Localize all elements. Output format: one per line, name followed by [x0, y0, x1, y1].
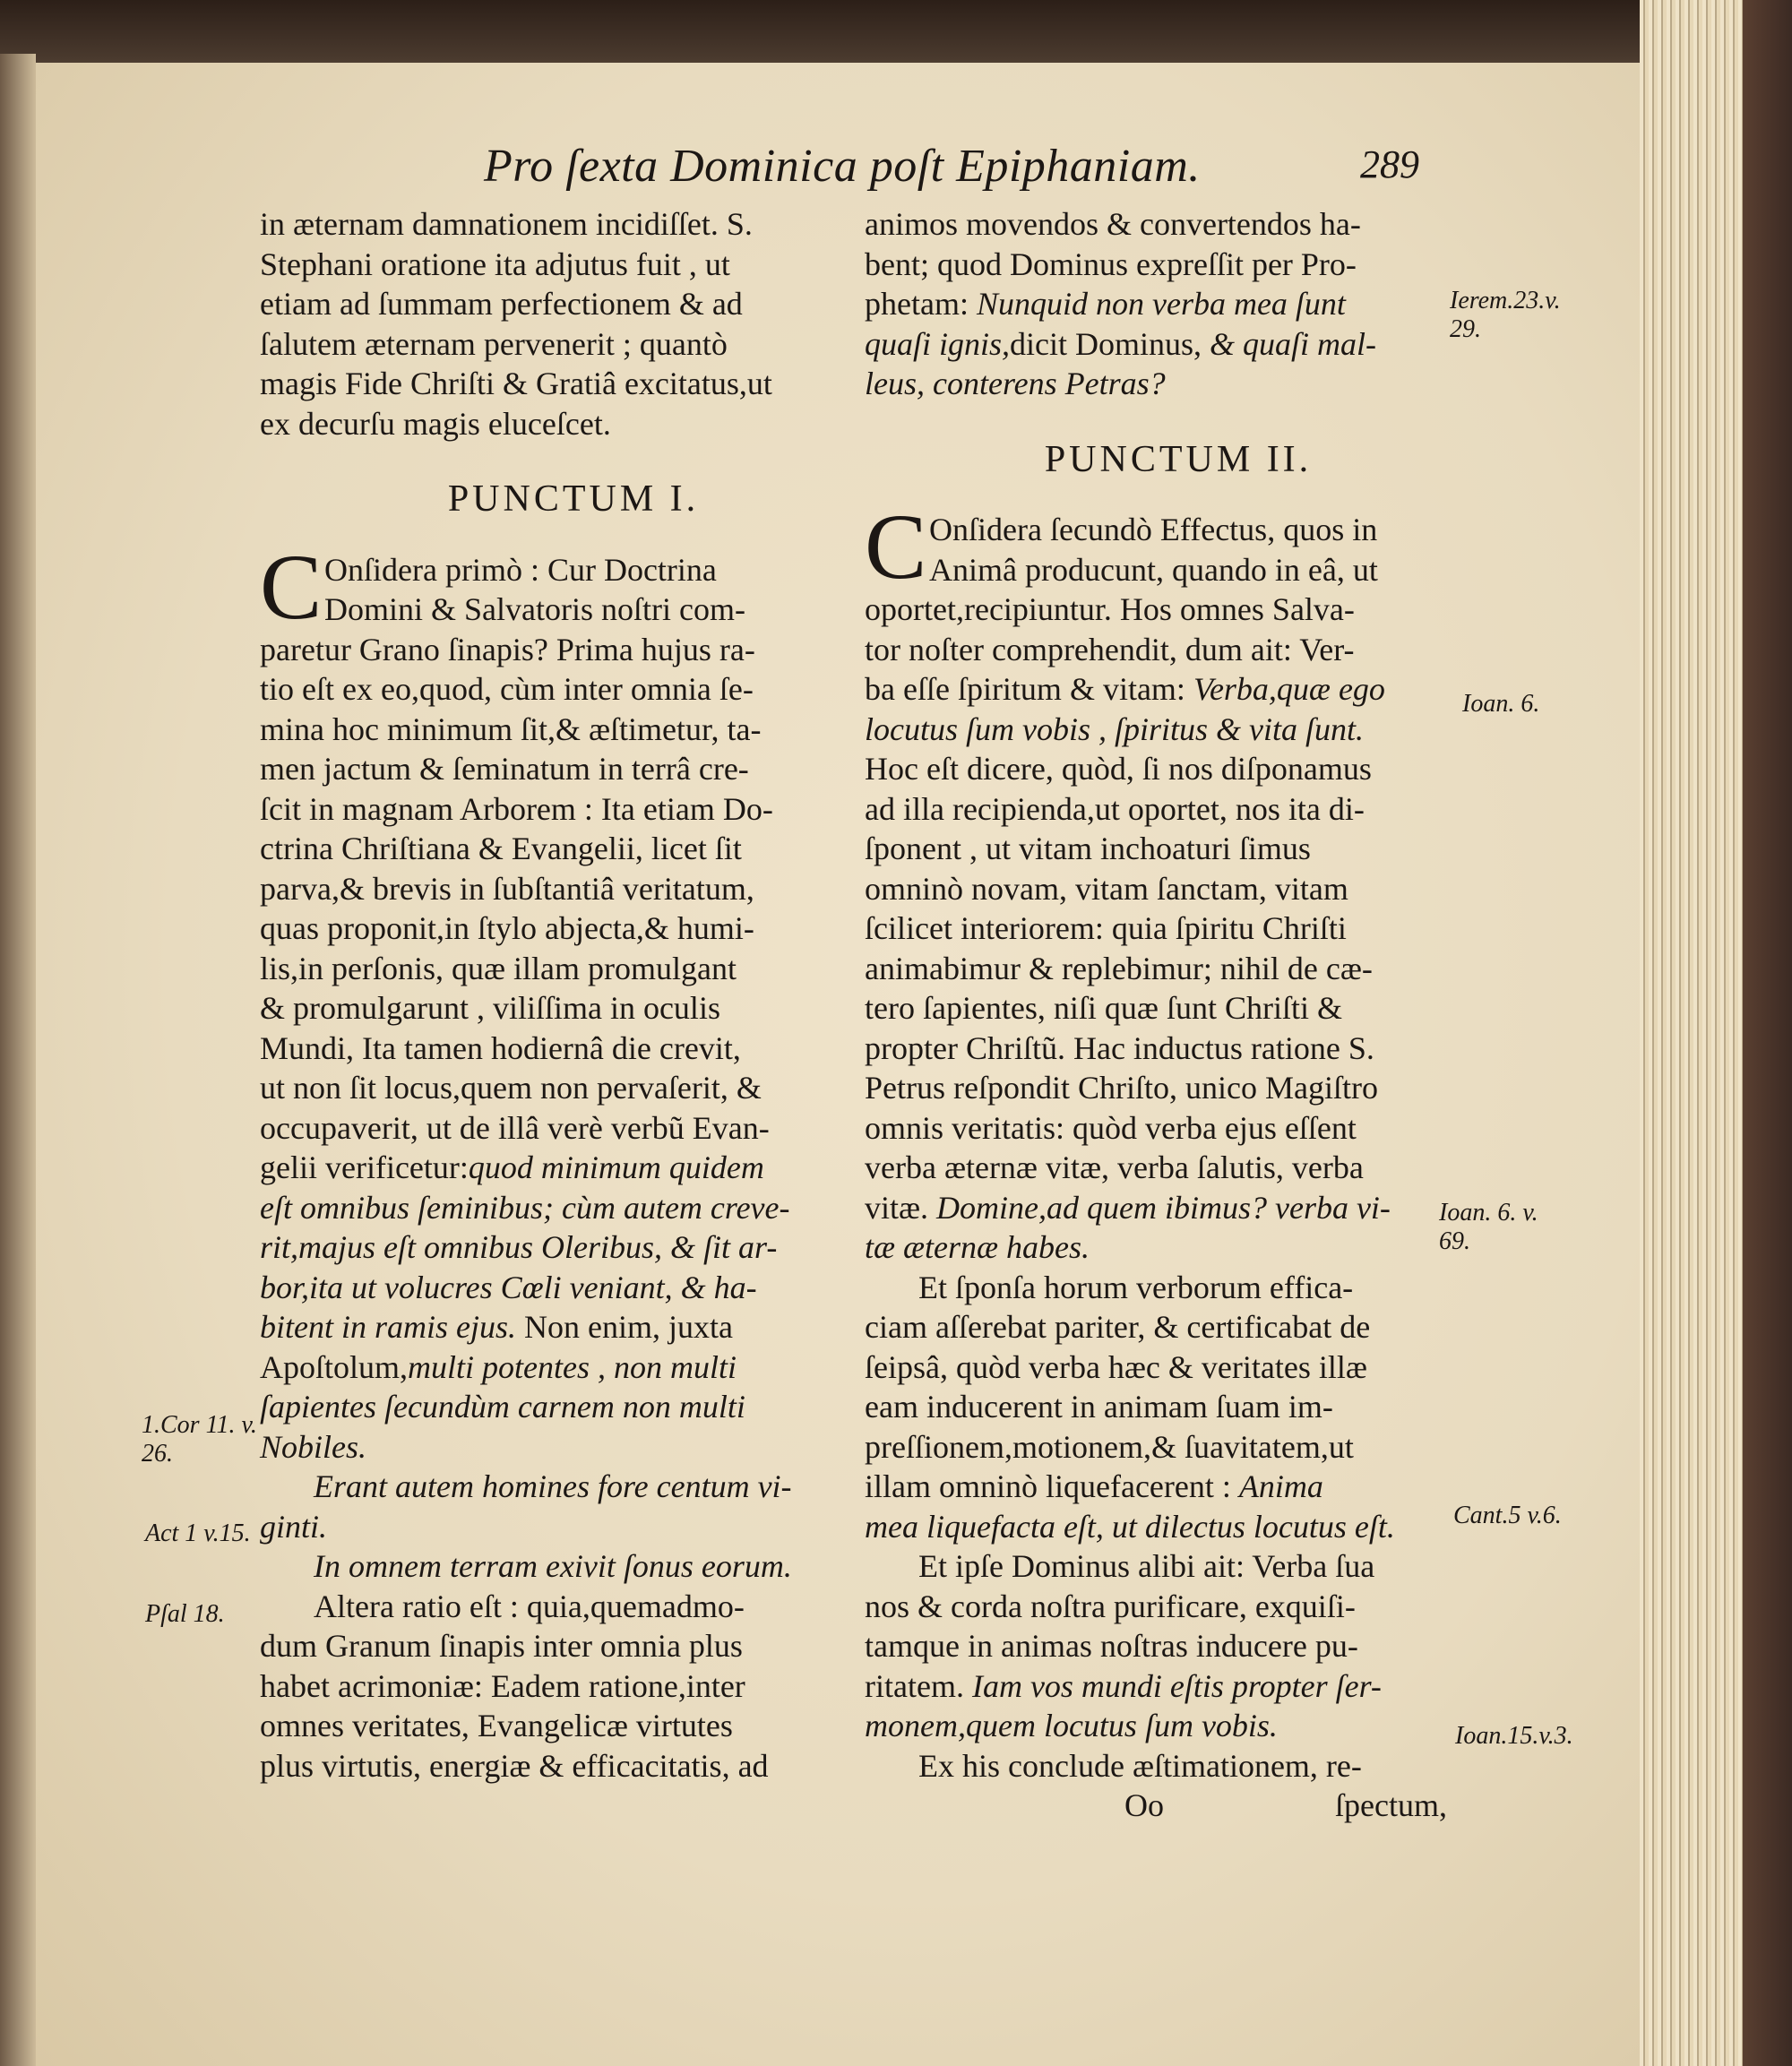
quotation-line: ginti. — [260, 1508, 328, 1545]
text-line: ut non ſit locus,quem non pervaſerit, & — [260, 1070, 762, 1106]
margin-line: Ioan. 6. v. — [1439, 1199, 1538, 1227]
dropcap-paragraph — [260, 535, 887, 639]
text-line: plus virtutis, energiæ & efficacitatis, ad — [260, 1747, 769, 1784]
text-line: Et ipſe Dominus alibi ait: Verba ſua — [918, 1548, 1375, 1584]
text-line: lis,in perſonis, quæ illam promulgant — [260, 950, 737, 986]
text-run: Apoſtolum, — [260, 1348, 409, 1385]
text-line: animabimur & replebimur; nihil de cæ- — [865, 950, 1373, 986]
quotation-line: tæ æternæ habes. — [865, 1229, 1090, 1265]
book-binding — [1743, 0, 1792, 2066]
text-line: Stephani oratione ita adjutus fuit , ut — [260, 245, 730, 282]
text-line: dum Granum ſinapis inter omnia plus — [260, 1628, 743, 1664]
text-line: etiam ad ſummam perfectionem & ad — [260, 286, 743, 322]
quotation-line: In omnem terram exivit ſonus eorum. — [314, 1548, 792, 1584]
text-line: Et ſponſa horum verborum effica- — [918, 1269, 1354, 1305]
signature-mark: Oo — [1124, 1787, 1164, 1823]
quotation: multi potentes , non multi — [408, 1348, 737, 1385]
text-line: in æternam damnationem incidiſſet. S. — [260, 206, 753, 242]
text-line: quas proponit,in ſtylo abjecta,& humi- — [260, 910, 754, 946]
text-line — [260, 1148, 887, 1188]
text-line: & promulgarunt , viliſſima in oculis — [260, 990, 720, 1026]
margin-note-cor — [142, 1411, 257, 1468]
text-line: Domini & Salvatoris noſtri com- — [324, 591, 745, 627]
text-line — [865, 1188, 1492, 1228]
text-line: occupaverit, ut de illâ verè verbũ Evan- — [260, 1109, 770, 1146]
dropcap-paragraph — [865, 495, 1492, 598]
text-line: Onſidera ſecundò Effectus, quos in — [929, 512, 1378, 547]
quotation: Anima — [1238, 1468, 1323, 1504]
text-line — [865, 284, 1492, 324]
margin-note-cant: Cant.5 v.6. — [1453, 1502, 1562, 1529]
margin-line: 26. — [142, 1440, 173, 1468]
text-line: ſeipsâ, quòd verba hæc & veritates illæ — [865, 1348, 1367, 1385]
text-line: verba æternæ vitæ, verba ſalutis, verba — [865, 1149, 1364, 1185]
text-run: dicit Dominus, — [1010, 325, 1202, 362]
text-line: omninò novam, vitam ſanctam, vitam — [865, 870, 1348, 907]
text-line: magis Fide Chriſti & Gratiâ excitatus,ut — [260, 366, 772, 401]
quotation-line: Erant autem homines fore centum vi- — [314, 1468, 792, 1504]
quotation: Domine,ad quem ibimus? verba vi- — [936, 1189, 1391, 1226]
margin-line: 29. — [1450, 315, 1481, 343]
text-line: animos movendos & convertendos ha- — [865, 206, 1361, 242]
text-line: propter Chriſtũ. Hac inductus ratione S. — [865, 1029, 1374, 1066]
quotation: Verba,quæ ego — [1193, 671, 1385, 707]
text-line: nos & corda noſtra purificare, exquiſi- — [865, 1588, 1356, 1624]
text-line: mina hoc minimum ſit,& æſtimetur, ta- — [260, 710, 762, 747]
text-line: ſalutem æternam pervenerit ; quantò — [260, 325, 728, 362]
quotation: quaſi ignis, — [865, 325, 1011, 362]
text-line: Animâ producunt, quando in eâ, ut — [929, 551, 1378, 588]
quotation: & quaſi mal- — [1210, 325, 1377, 362]
text-line: preſſionem,motionem,& ſuavitatem,ut — [865, 1428, 1354, 1465]
text-line: tamque in animas noſtras inducere pu- — [865, 1628, 1358, 1664]
quotation-line: mea liquefacta eſt, ut dilectus locutus eſt. — [865, 1508, 1395, 1545]
margin-note-ioan15: Ioan.15.v.3. — [1455, 1722, 1573, 1750]
text-line: Petrus reſpondit Chriſto, unico Magiſtro — [865, 1070, 1378, 1106]
text-line — [260, 1307, 887, 1347]
text-line: ad illa recipienda,ut oportet, nos ita di- — [865, 790, 1365, 827]
margin-note-ioan6-69 — [1439, 1199, 1538, 1256]
text-line: Mundi, Ita tamen hodiernâ die crevit, — [260, 1029, 741, 1066]
margin-line: 69. — [1439, 1227, 1470, 1255]
text-line: ciam aſſerebat pariter, & certificabat de — [865, 1309, 1371, 1345]
text-line: omnis veritatis: quòd verba ejus eſſent — [865, 1109, 1357, 1146]
text-line: tor noſter comprehendit, dum ait: Ver- — [865, 631, 1355, 667]
text-run: vitæ. — [865, 1189, 929, 1226]
page-header — [36, 140, 1640, 202]
left-intro — [260, 204, 887, 443]
catchword: ſpectum, — [1335, 1787, 1447, 1823]
text-line: ſcit in magnam Arborem : Ita etiam Do- — [260, 790, 773, 827]
margin-note-act: Act 1 v.15. — [145, 1519, 251, 1547]
section-heading: PUNCTUM II. — [1044, 438, 1313, 480]
text-line — [865, 1467, 1492, 1507]
text-run: gelii verificetur: — [260, 1149, 469, 1185]
text-line: oportet,recipiuntur. Hos omnes Salva- — [865, 591, 1355, 627]
quotation: bitent in ramis ejus. — [260, 1309, 516, 1345]
left-body — [260, 630, 887, 1786]
left-column — [260, 204, 887, 1786]
margin-line: Ierem.23.v. — [1450, 287, 1561, 314]
margin-line: 1.Cor 11. v. — [142, 1411, 257, 1439]
quotation-line: Nobiles. — [260, 1428, 367, 1465]
text-run: phetam: — [865, 286, 969, 322]
right-column — [865, 204, 1492, 1825]
text-line — [865, 324, 1492, 365]
quotation-line: monem,quem locutus ſum vobis. — [865, 1708, 1278, 1743]
text-line: ſponent , ut vitam inchoaturi ſimus — [865, 831, 1311, 866]
text-line: Hoc eſt dicere, quòd, ſi nos diſponamus — [865, 751, 1372, 787]
text-line: Onſidera primò : Cur Doctrina — [324, 551, 717, 588]
text-run: ritatem. — [865, 1667, 964, 1704]
text-line: parva,& brevis in ſubſtantiâ veritatum, — [260, 870, 754, 907]
text-run: illam omninò liquefacerent : — [865, 1468, 1231, 1504]
quotation: Iam vos mundi eſtis propter ſer- — [971, 1667, 1382, 1704]
margin-note-psal: Pſal 18. — [145, 1600, 225, 1628]
text-line — [865, 669, 1492, 710]
text-line: Altera ratio eſt : quia,quemadmo- — [314, 1588, 745, 1624]
text-run: Non enim, juxta — [524, 1309, 733, 1345]
text-line: eam inducerent in animam ſuam im- — [865, 1389, 1333, 1425]
text-line: tio eſt ex eo,quod, cùm inter omnia ſe- — [260, 671, 754, 707]
quotation-line: bor,ita ut volucres Cœli veniant, & ha- — [260, 1269, 757, 1305]
quotation-line: leus, conterens Petras? — [865, 366, 1166, 401]
quotation: quod minimum quidem — [468, 1149, 764, 1185]
quotation-line: ſapientes ſecundùm carnem non multi — [260, 1389, 745, 1425]
text-line: paretur Grano ſinapis? Prima hujus ra- — [260, 631, 755, 667]
quotation: Nunquid non verba mea ſunt — [976, 286, 1346, 322]
text-line: Ex his conclude æſtimationem, re- — [918, 1747, 1362, 1784]
section-heading: PUNCTUM I. — [447, 478, 700, 520]
text-line: ex decurſu magis eluceſcet. — [260, 405, 611, 442]
text-line: habet acrimoniæ: Eadem ratione,inter — [260, 1667, 745, 1704]
text-line: ctrina Chriſtiana & Evangelii, licet ſit — [260, 831, 742, 866]
margin-note-ioan6: Ioan. 6. — [1462, 690, 1540, 718]
quotation-line: rit,majus eſt omnibus Oleribus, & ſit ar- — [260, 1229, 778, 1265]
quotation-line: locutus ſum vobis , ſpiritus & vita ſunt. — [865, 710, 1364, 747]
margin-note-ierem — [1450, 287, 1561, 344]
text-line — [260, 1347, 887, 1388]
text-run: ba eſſe ſpiritum & vitam: — [865, 671, 1185, 707]
page-footer — [865, 1786, 1492, 1825]
book-page — [36, 63, 1640, 2066]
text-line: omnes veritates, Evangelicæ virtutes — [260, 1708, 733, 1743]
text-line — [865, 1666, 1492, 1707]
text-line: ſcilicet interiorem: quia ſpiritu Chriſti — [865, 910, 1347, 946]
drop-cap: C — [260, 535, 323, 639]
facing-page-edge — [0, 54, 36, 2066]
running-head: Pro ſexta Dominica poſt Epiphaniam. — [484, 141, 1201, 192]
text-line: men jactum & ſeminatum in terrâ cre- — [260, 751, 749, 787]
page-number: 289 — [1360, 142, 1419, 186]
text-line: bent; quod Dominus expreſſit per Pro- — [865, 245, 1357, 282]
text-line: tero ſapientes, niſi quæ ſunt Chriſti & — [865, 990, 1342, 1026]
drop-cap: C — [865, 495, 927, 598]
quotation-line: eſt omnibus ſeminibus; cùm autem creve- — [260, 1189, 790, 1226]
